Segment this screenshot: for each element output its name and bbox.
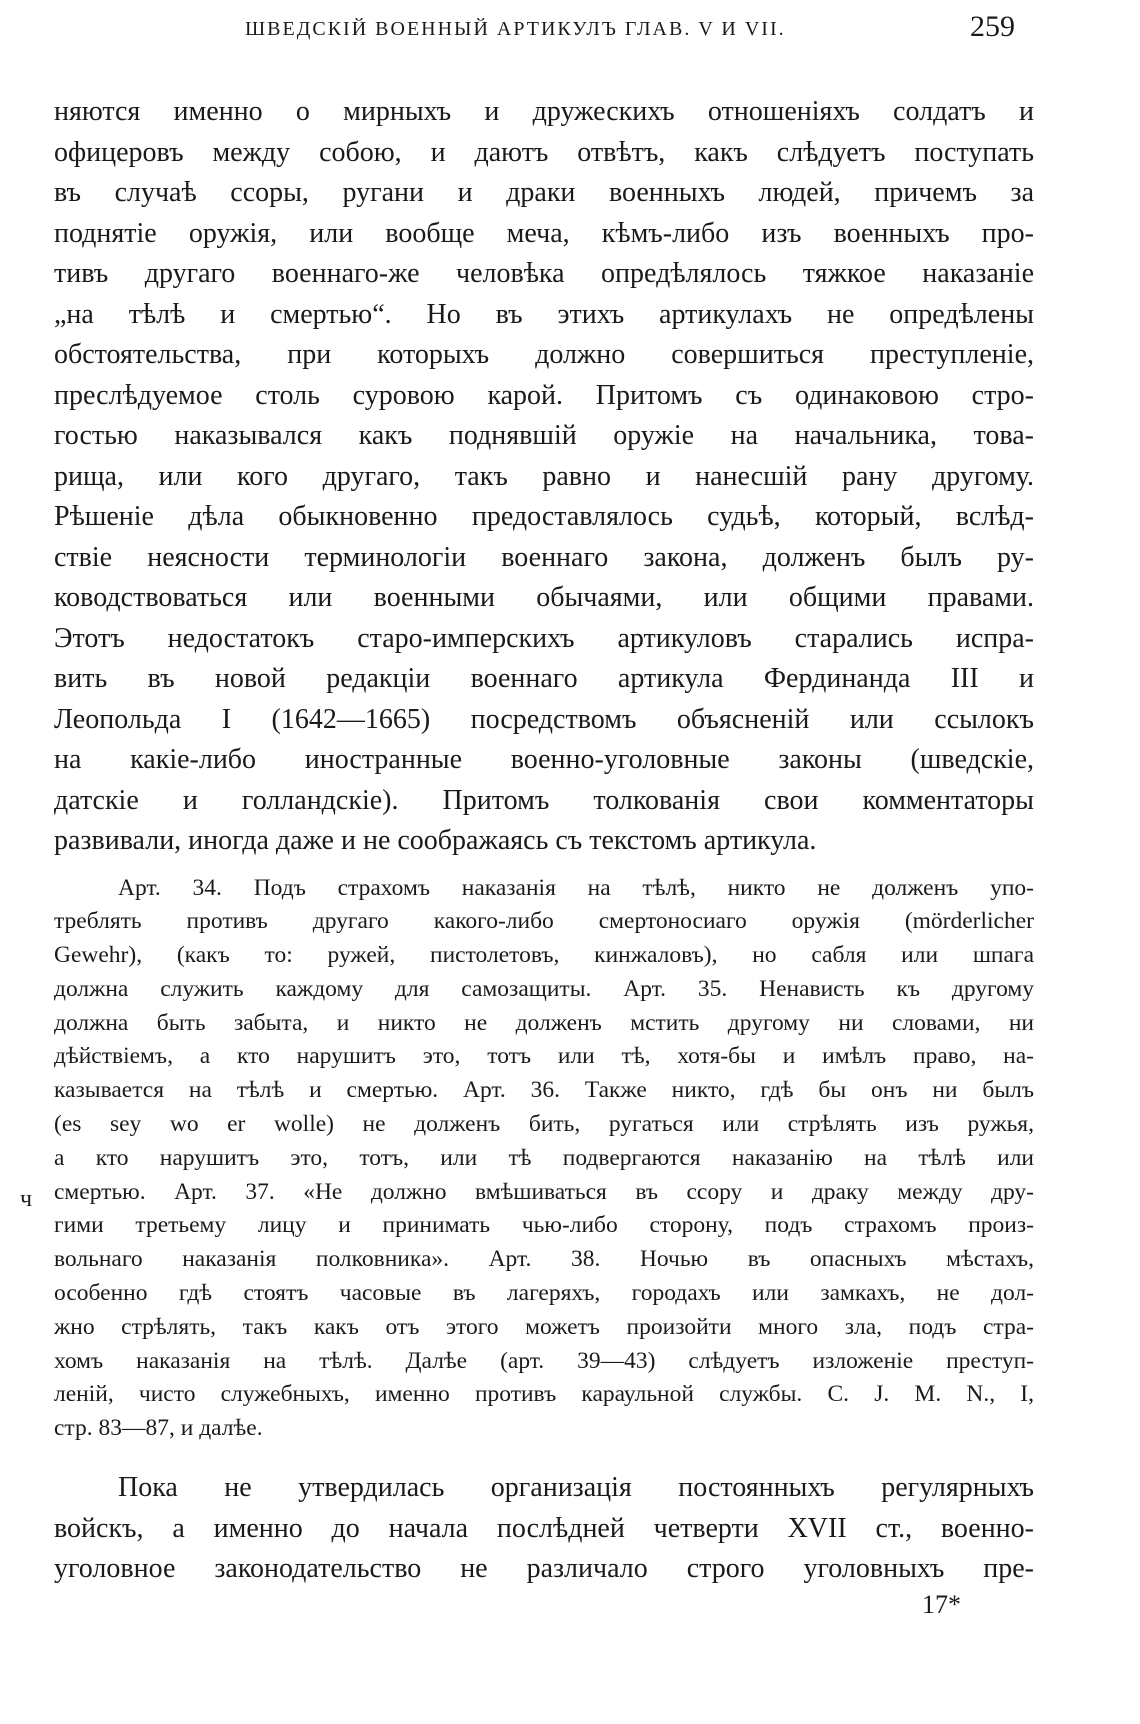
text-line: ствіе неясности терминологіи военнаго закона, долженъ былъ ру- [54,541,1034,573]
text-line: войскъ, а именно до начала послѣдней четверти XVII ст., военно- [54,1512,1034,1544]
second-paragraph [54,1468,1034,1590]
note-line: смертью. Арт. 37. «Не должно вмѣшиваться въ ссору и драку между дру- [54,1178,1034,1205]
text-line: Рѣшеніе дѣла обыкновенно предоставлялось судьѣ, который, вслѣд- [54,501,1034,532]
note-line: Gewehr), (какъ то: ружей, пистолетовъ, кинжаловъ), но сабля или шпага [54,942,1034,969]
running-head: ШВЕДСКІЙ ВОЕННЫЙ АРТИКУЛЪ ГЛАВ. V И VII. [245,18,786,40]
text-line: гостью наказывался какъ поднявшій оружіе на начальника, това- [54,420,1034,451]
note-line: особенно гдѣ стоятъ часовые въ лагеряхъ, городахъ или замкахъ, не дол- [54,1280,1034,1307]
note-line: (es sey wo er wolle) не долженъ бить, ругаться или стрѣлять изъ ружья, [54,1111,1034,1138]
note-line: треблять противъ другаго какого-либо смертоносиаго оружія (mörderlicher [54,908,1034,935]
text-line: офицеровъ между собою, и даютъ отвѣтъ, какъ слѣдуетъ поступать [54,136,1034,168]
text-line: обстоятельства, при которыхъ должно совершиться преступленіе, [54,339,1034,370]
text-line: „на тѣлѣ и смертью“. Но въ этихъ артикулахъ не опредѣлены [54,298,1034,330]
text-line: ководствоваться или военными обычаями, или общими правами. [54,582,1034,613]
note-line: хомъ наказанія на тѣлѣ. Далѣе (арт. 39—43) слѣдуетъ изложеніе преступ- [54,1347,1034,1374]
text-line: датскіе и голландскіе). Притомъ толкованія свои комментаторы [54,784,1034,816]
note-line: должна служить каждому для самозащиты. Арт. 35. Ненависть къ другому [54,975,1034,1002]
text-line: уголовное законодательство не различало строго уголовныхъ пре- [54,1553,1034,1585]
text-line: на какіе-либо иностранные военно-уголовные законы (шведскіе, [54,744,1034,775]
body-text [54,92,1034,1590]
signature-mark: 17* [922,1590,961,1619]
text-line: тивъ другаго военнаго-же человѣка опредѣлялось тяжкое наказаніе [54,258,1034,289]
text-line: развивали, иногда даже и не соображаясь съ текстомъ артикула. [54,825,817,856]
note-line: гими третьему лицу и принимать чью-либо сторону, подъ страхомъ произ- [54,1212,1034,1239]
note-line: казывается на тѣлѣ и смертью. Арт. 36. Также никто, гдѣ бы онъ ни былъ [54,1077,1034,1104]
note-line: жно стрѣлять, такъ какъ отъ этого можетъ произойти много зла, подъ стра- [54,1313,1034,1340]
text-line: вить въ новой редакціи военнаго артикула Фердинанда III и [54,663,1034,694]
text-line: въ случаѣ ссоры, ругани и драки военныхъ людей, причемъ за [54,177,1034,208]
text-line: поднятіе оружія, или вообще меча, кѣмъ-либо изъ военныхъ про- [54,217,1034,249]
note-line: а кто нарушитъ это, тотъ, или тѣ подвергаются наказанію на тѣлѣ или [54,1144,1034,1171]
text-line: преслѣдуемое столь суровою карой. Притомъ съ одинаковою стро- [54,379,1034,411]
note-line: дѣйствіемъ, а кто нарушитъ это, тотъ или тѣ, хотя-бы и имѣлъ право, на- [54,1043,1034,1070]
page-number: 259 [970,10,1015,43]
note-line: Арт. 34. Подъ страхомъ наказанія на тѣлѣ, никто не долженъ упо- [118,874,1034,901]
main-paragraph [54,92,1034,862]
text-line: рища, или кого другаго, такъ равно и нанесшій рану другому. [54,460,1034,492]
quoted-articles [54,872,1034,1447]
note-line: стр. 83—87, и далѣе. [54,1415,263,1442]
note-line: должна быть забыта, и никто не долженъ мстить другому ни словами, ни [54,1009,1034,1036]
text-line: Пока не утвердилась организація постоянныхъ регулярныхъ [118,1472,1034,1504]
page-header [0,0,1140,60]
note-line: вольнаго наказанія полковника». Арт. 38. Ночью въ опасныхъ мѣстахъ, [54,1246,1034,1273]
margin-mark: ч [20,1186,33,1212]
text-line: Леопольда I (1642—1665) посредствомъ объясненій или ссылокъ [54,703,1034,735]
text-line: няются именно о мирныхъ и дружескихъ отношеніяхъ солдатъ и [54,96,1034,127]
text-line: Этотъ недостатокъ старо-имперскихъ артикуловъ старались испра- [54,622,1034,654]
note-line: леній, чисто служебныхъ, именно противъ караульной службы. C. J. M. N., I, [54,1381,1034,1408]
